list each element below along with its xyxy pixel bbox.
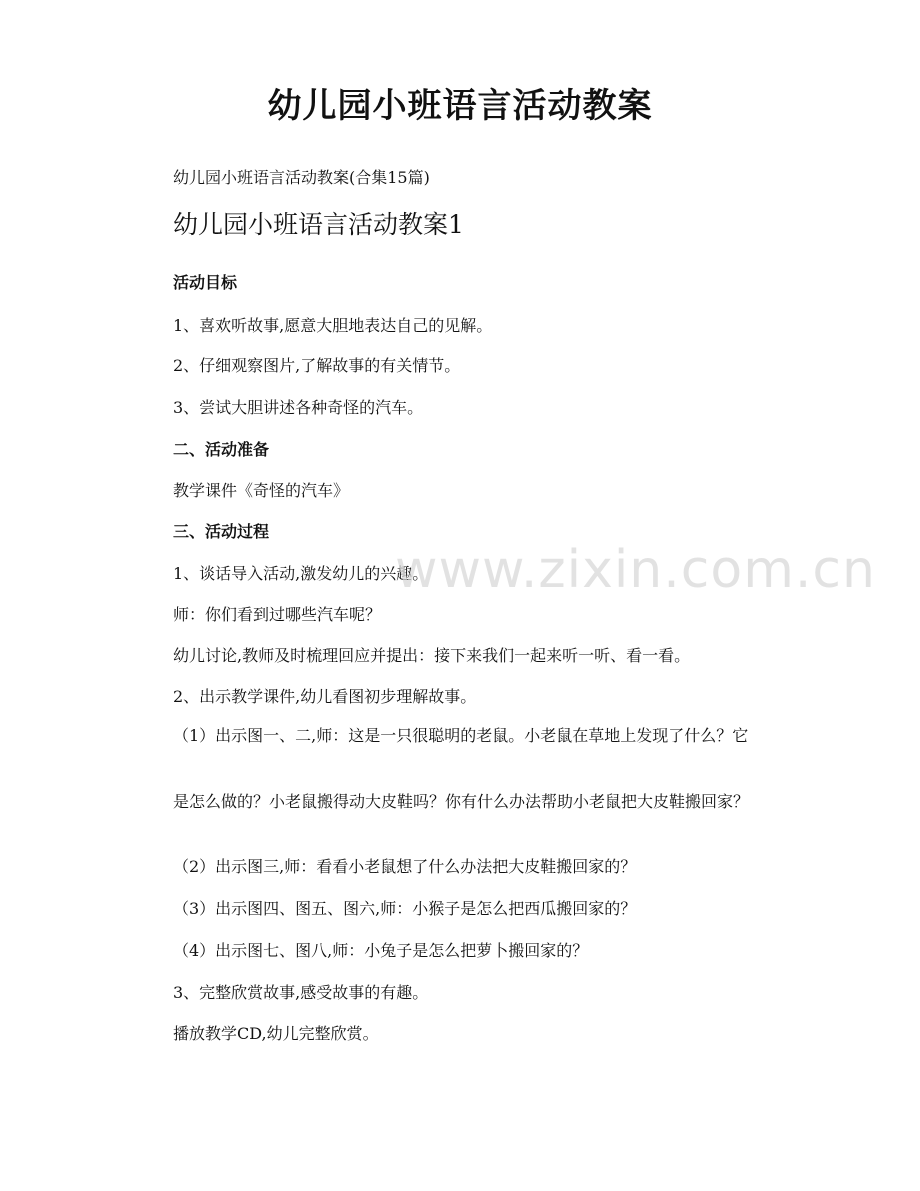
process-item-9: （4）出示图七、图八,师：小兔子是怎么把萝卜搬回家的？ [173, 941, 589, 960]
document-subtitle: 幼儿园小班语言活动教案(合集15篇) [173, 168, 430, 187]
goal-item-3: 3、尝试大胆讲述各种奇怪的汽车。 [173, 398, 424, 417]
prep-text: 教学课件《奇怪的汽车》 [173, 481, 350, 500]
process-item-3: 幼儿讨论,教师及时梳理回应并提出：接下来我们一起来听一听、看一看。 [173, 646, 691, 665]
process-item-2: 师：你们看到过哪些汽车呢？ [173, 605, 382, 624]
process-item-11: 播放教学CD,幼儿完整欣赏。 [173, 1024, 379, 1043]
prep-heading: 二、活动准备 [173, 440, 270, 459]
goal-item-1: 1、喜欢听故事,愿意大胆地表达自己的见解。 [173, 316, 493, 335]
process-item-8: （3）出示图四、图五、图六,师：小猴子是怎么把西瓜搬回家的？ [173, 899, 637, 918]
process-item-6: 是怎么做的？小老鼠搬得动大皮鞋吗？你有什么办法帮助小老鼠把大皮鞋搬回家？ [173, 792, 750, 811]
process-item-10: 3、完整欣赏故事,感受故事的有趣。 [173, 983, 429, 1002]
goal-item-2: 2、仔细观察图片,了解故事的有关情节。 [173, 356, 461, 375]
section-heading: 幼儿园小班语言活动教案1 [173, 210, 464, 239]
process-item-7: （2）出示图三,师：看看小老鼠想了什么办法把大皮鞋搬回家的？ [173, 857, 637, 876]
watermark: www.zixin.com.cn [395, 540, 876, 600]
process-item-5: （1）出示图一、二,师：这是一只很聪明的老鼠。小老鼠在草地上发现了什么？它 [173, 726, 749, 745]
process-item-1: 1、谈话导入活动,激发幼儿的兴趣。 [173, 564, 429, 583]
process-heading: 三、活动过程 [173, 522, 270, 541]
page-title: 幼儿园小班语言活动教案 [267, 86, 653, 126]
goals-heading: 活动目标 [173, 273, 238, 292]
process-item-4: 2、出示教学课件,幼儿看图初步理解故事。 [173, 687, 477, 706]
